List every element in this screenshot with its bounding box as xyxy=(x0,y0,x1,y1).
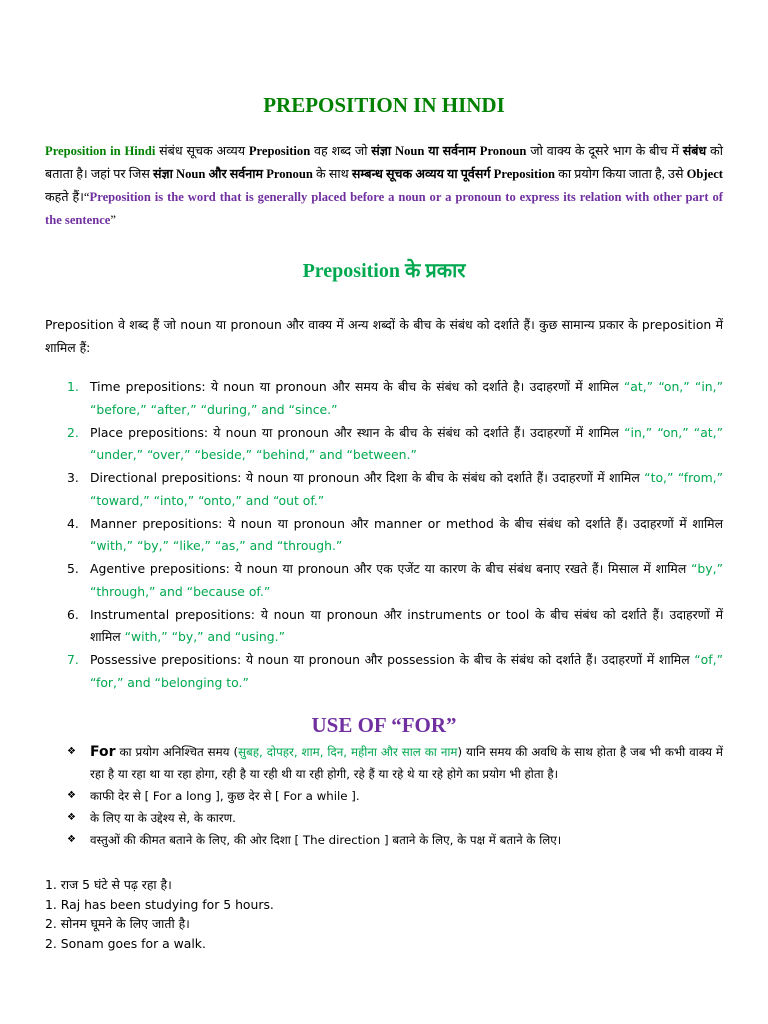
list-number: 4. xyxy=(67,515,79,531)
example-sentences xyxy=(45,875,723,953)
list-item-text: Manner prepositions: ये noun या pronoun और manner or method के बीच संबंध को दर्शाते हैं। उदाहरणों में शामिल xyxy=(90,515,723,531)
intro-text: का प्रयोग किया जाता है, उसे xyxy=(555,167,687,181)
example-line: 1. Raj has been studying for 5 hours. xyxy=(45,896,274,912)
list-number: 2. xyxy=(67,424,79,440)
intro-bold: संबंध xyxy=(682,144,707,158)
intro-text: संबंध सूचक अव्यय xyxy=(155,144,249,158)
list-item xyxy=(45,513,723,558)
list-item-examples: “with,” “by,” “like,” “as,” and “through.” xyxy=(90,538,343,553)
list-item-text: Possessive prepositions: ये noun या pronoun और possession के बीच के संबंध को दर्शाते हैं। उदाहरणों में शामिल xyxy=(90,652,695,667)
intro-bold: Preposition xyxy=(248,144,311,158)
list-item-examples: “of,” “for,” and “belonging to.” xyxy=(90,652,723,690)
list-item xyxy=(45,604,723,649)
list-item xyxy=(45,649,723,694)
list-item-text: ) यानि समय की अवधि के साथ होता है जब भी कभी वाक्य में रहा है या रहा था या रहा होगा, रही है या रही थी या रही होगी, रहे हैं या रहे थे या रहे होगे का प्रयोग भी होता है। xyxy=(90,745,723,781)
list-item xyxy=(45,741,723,785)
list-item-text: का प्रयोग अनिश्चित समय ( xyxy=(115,745,239,759)
intro-text: कहते हैं।“ xyxy=(45,190,90,204)
list-item xyxy=(45,467,723,512)
list-item-text: काफी देर से [ For a long ], कुछ देर से [ For a while ]. xyxy=(90,789,360,803)
list-number: 6. xyxy=(67,606,79,622)
diamond-bullet-icon: ❖ xyxy=(67,790,76,801)
diamond-bullet-icon: ❖ xyxy=(67,812,76,823)
page-title: PREPOSITION IN HINDI xyxy=(263,93,505,117)
list-item-text: वस्तुओं की कीमत बताने के लिए, की ओर दिशा [ The direction ] बताने के लिए, के पक्ष में बताने के लिए। xyxy=(90,833,562,847)
for-keyword: For xyxy=(90,744,116,760)
example-line: 1. राज 5 घंटे से पढ़ रहा है। xyxy=(45,877,172,892)
list-item-text: Agentive prepositions: ये noun या pronoun और एक एजेंट या कारण के बीच संबंध बनाए रखते हैं। मिसाल में शामिल xyxy=(90,561,692,576)
diamond-bullet-icon: ❖ xyxy=(67,746,76,757)
list-item xyxy=(45,422,723,467)
list-item-examples: “by,” “through,” and “because of.” xyxy=(90,561,723,599)
intro-text: के साथ xyxy=(312,167,352,181)
intro-bold: संज्ञा Noun या सर्वनाम Pronoun xyxy=(371,144,527,158)
intro-text: को बताता है। जहां पर जिस xyxy=(45,144,723,181)
intro-quote: Preposition is the word that is generally placed before a noun or a pronoun to express its relation with other part of the sentence xyxy=(45,190,723,227)
list-number: 5. xyxy=(67,561,79,576)
intro-bold: Object xyxy=(686,167,723,181)
list-number: 1. xyxy=(67,379,79,394)
types-paragraph: Preposition वे शब्द हैं जो noun या pronoun और वाक्य में अन्य शब्दों के बीच के संबंध को दर्शाते हैं। कुछ सामान्य प्रकार के preposition में शामिल हैं: xyxy=(45,317,723,355)
list-item xyxy=(45,558,723,603)
intro-keyword: Preposition in Hindi xyxy=(45,144,156,158)
list-item xyxy=(45,829,723,851)
diamond-bullet-icon: ❖ xyxy=(67,834,76,845)
example-line: 2. सोनम घूमने के लिए जाती है। xyxy=(45,916,190,931)
intro-bold: सम्बन्ध सूचक अव्यय या पूर्वसर्ग Preposition xyxy=(351,167,555,181)
list-item-text: Place prepositions: ये noun या pronoun और स्थान के बीच के संबंध को दर्शाते हैं। उदाहरणों में शामिल xyxy=(90,424,625,440)
intro-bold: संज्ञा Noun और सर्वनाम Pronoun xyxy=(153,167,313,181)
list-item-examples: “to,” “from,” “toward,” “into,” “onto,” and “out of.” xyxy=(90,470,723,508)
list-item xyxy=(45,376,723,421)
intro-text: ” xyxy=(110,213,116,227)
list-item-highlight: सुबह, दोपहर, शाम, दिन, महीना और साल का नाम xyxy=(238,745,458,759)
list-item-examples: “in,” “on,” “at,” “under,” “over,” “beside,” “behind,” and “between.” xyxy=(90,424,724,462)
for-usage-list xyxy=(45,741,723,851)
list-item xyxy=(45,785,723,807)
intro-text: जो वाक्य के दूसरे भाग के बीच में xyxy=(526,144,683,158)
list-item xyxy=(45,807,723,829)
list-item-examples: “with,” “by,” and “using.” xyxy=(124,629,286,644)
intro-text: वह शब्द जो xyxy=(310,144,372,158)
list-item-examples: “at,” “on,” “in,” “before,” “after,” “during,” and “since.” xyxy=(90,379,723,417)
list-item-text: के लिए या के उद्देश्य से, के कारण. xyxy=(90,811,236,825)
list-item-text: Directional prepositions: ये noun या pronoun और दिशा के बीच के संबंध को दर्शाते हैं। उदाहरणों में शामिल xyxy=(90,470,645,485)
intro-paragraph xyxy=(45,140,723,232)
example-line: 2. Sonam goes for a walk. xyxy=(45,935,206,951)
list-item-text: Instrumental prepositions: ये noun या pronoun और instruments or tool के बीच संबंध को दर्शाते हैं। उदाहरणों में शामिल xyxy=(90,606,723,644)
types-list xyxy=(45,376,723,695)
list-item-text: Time prepositions: ये noun या pronoun और समय के बीच के संबंध को दर्शाते है। उदाहरणों में शामिल xyxy=(90,379,624,394)
list-number: 7. xyxy=(67,652,79,667)
section-heading-types: Preposition के प्रकार xyxy=(302,260,466,282)
section-heading-use-of-for: USE OF “FOR” xyxy=(311,713,457,737)
list-number: 3. xyxy=(67,470,79,485)
